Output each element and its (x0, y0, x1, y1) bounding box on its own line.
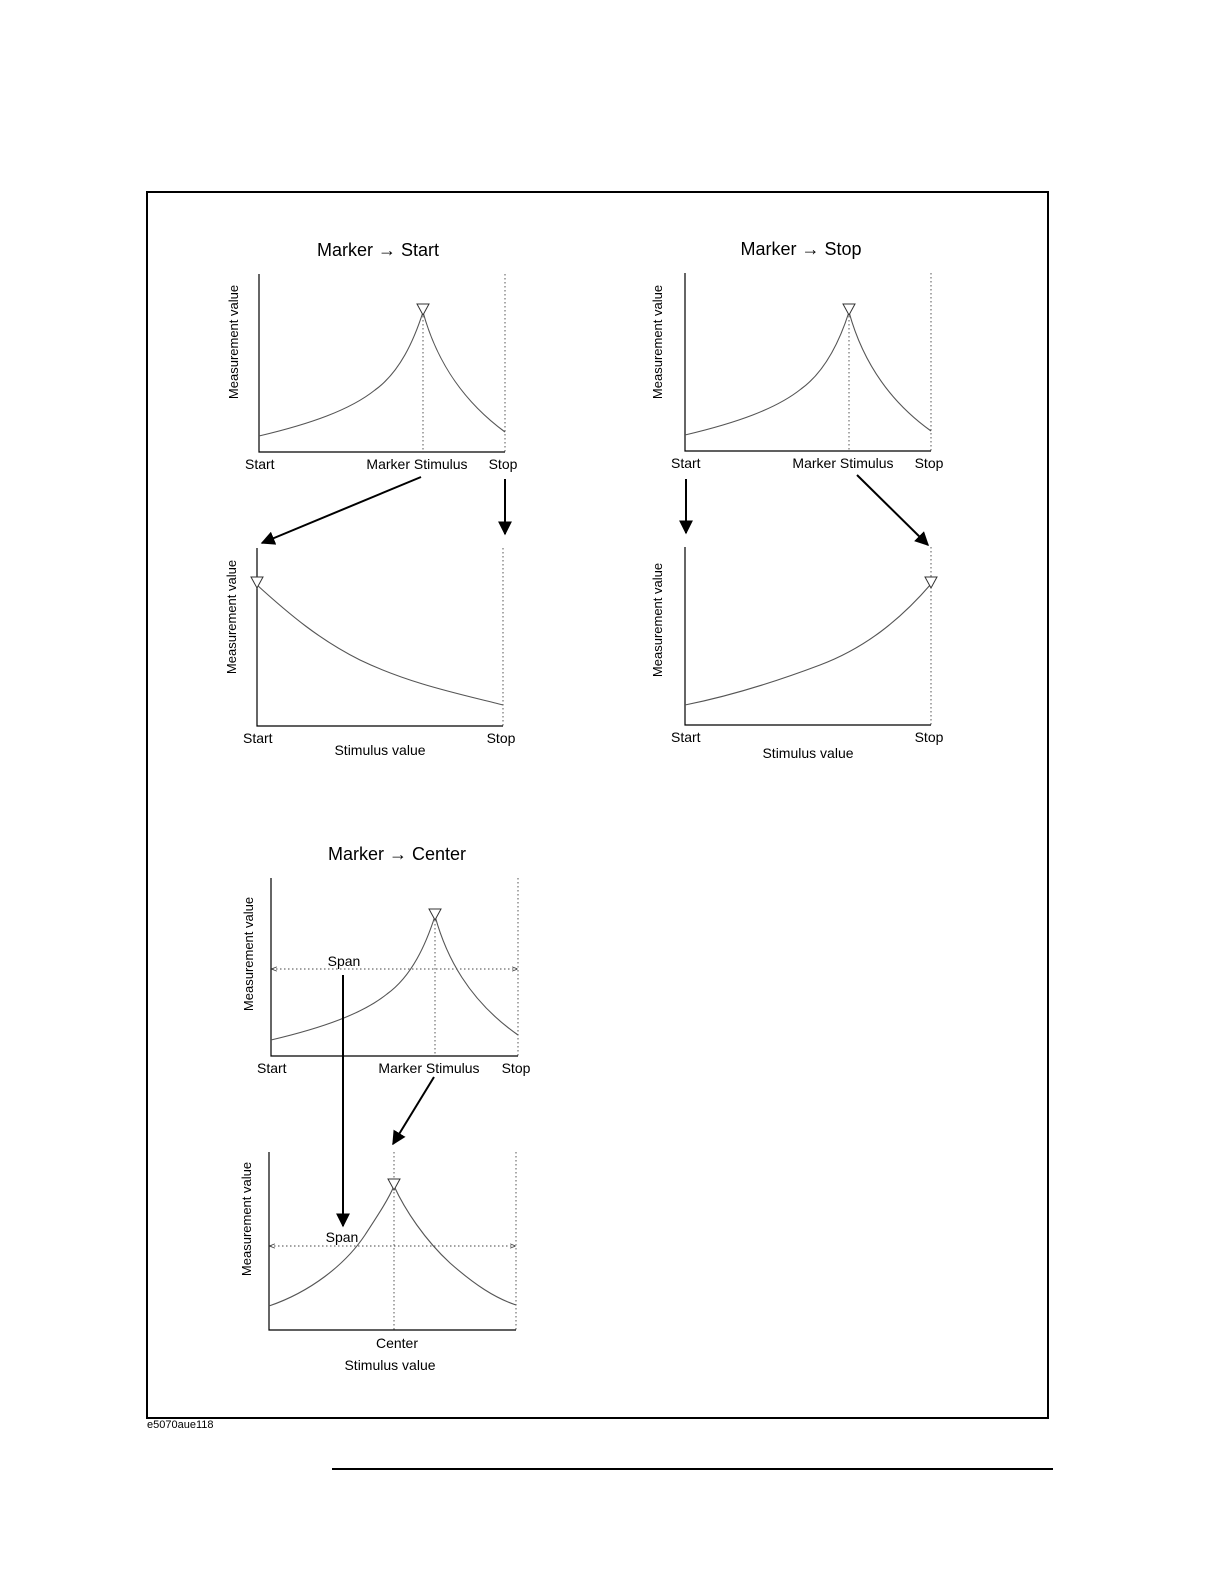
x-label-stop: Stop (914, 729, 944, 745)
section-marker-start (224, 240, 518, 758)
trace-curve (271, 916, 518, 1040)
x-label-start: Start (671, 729, 701, 745)
x-label-stop: Stop (501, 1060, 531, 1076)
axes (685, 273, 931, 451)
trace-curve (259, 312, 505, 436)
span-label: Span (327, 953, 361, 969)
marker-triangle-icon (251, 577, 263, 588)
plot-start-after (224, 548, 516, 758)
marker-triangle-icon (388, 1179, 400, 1190)
plot-start-before (226, 274, 518, 472)
arrow-marker-to-start (262, 477, 421, 543)
trace-curve (685, 584, 931, 705)
x-label-marker-stimulus: Marker Stimulus (366, 456, 468, 472)
figure-code: e5070aue118 (147, 1419, 214, 1431)
arrow-marker-to-stop (857, 475, 928, 545)
axes (685, 547, 931, 725)
x-label-start: Start (671, 455, 701, 471)
trace-curve (685, 312, 931, 435)
trace-curve (257, 585, 503, 705)
marker-triangle-icon (429, 909, 441, 920)
x-label-center: Center (375, 1335, 419, 1351)
figure-frame (147, 192, 1048, 1418)
x-axis-label: Stimulus value (762, 745, 854, 761)
y-axis-label: Measurement value (241, 896, 256, 1012)
plot-stop-after (650, 547, 944, 761)
title-marker-stop: Marker → Stop (740, 239, 862, 259)
x-label-start: Start (243, 730, 273, 746)
x-axis-label: Stimulus value (344, 1357, 436, 1373)
x-label-stop: Stop (914, 455, 944, 471)
section-marker-stop (650, 239, 944, 761)
arrow-marker-to-center (393, 1077, 434, 1144)
title-marker-center: Marker → Center (327, 844, 467, 864)
x-label-start: Start (245, 456, 275, 472)
x-label-marker-stimulus: Marker Stimulus (792, 455, 894, 471)
y-axis-label: Measurement value (239, 1161, 254, 1277)
y-axis-label: Measurement value (650, 562, 665, 678)
y-axis-label: Measurement value (226, 284, 241, 400)
plot-center-before (241, 878, 531, 1076)
y-axis-label: Measurement value (650, 284, 665, 400)
axes (271, 878, 518, 1056)
x-label-stop: Stop (486, 730, 516, 746)
axes (259, 274, 505, 452)
axes (257, 548, 503, 726)
marker-triangle-icon (417, 304, 429, 315)
span-label: Span (325, 1229, 359, 1245)
plot-center-after (239, 1152, 516, 1373)
x-label-stop: Stop (488, 456, 518, 472)
marker-triangle-icon (843, 304, 855, 315)
x-axis-label: Stimulus value (334, 742, 426, 758)
x-label-marker-stimulus: Marker Stimulus (378, 1060, 480, 1076)
title-marker-start: Marker → Start (316, 240, 440, 260)
section-marker-center (239, 844, 531, 1373)
marker-triangle-icon (925, 577, 937, 588)
y-axis-label: Measurement value (224, 559, 239, 675)
x-label-start: Start (257, 1060, 287, 1076)
plot-stop-before (650, 273, 944, 471)
